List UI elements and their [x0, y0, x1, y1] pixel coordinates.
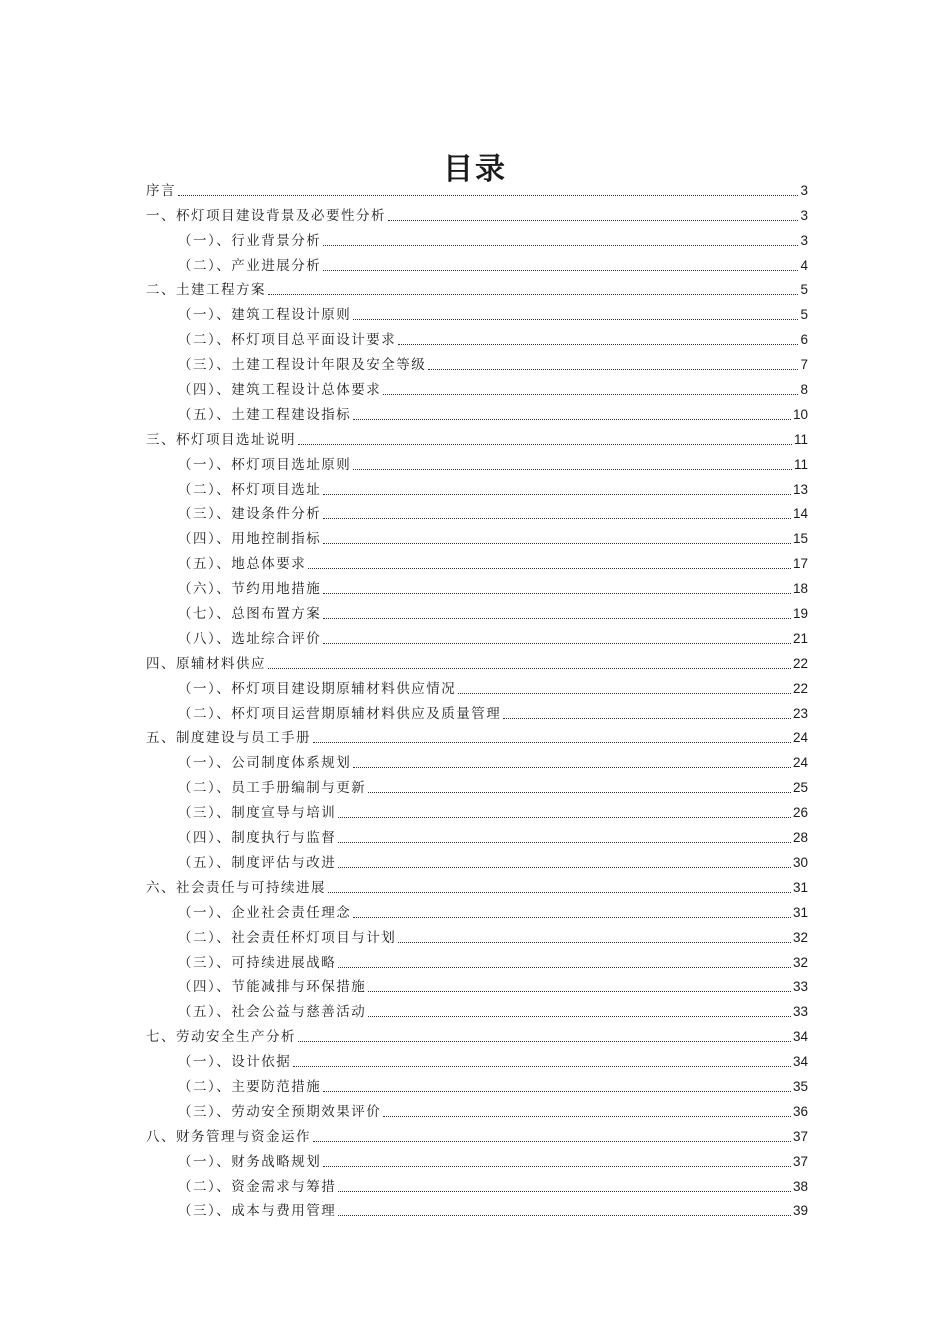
toc-entry[interactable] [146, 648, 808, 673]
toc-entry[interactable] [146, 399, 808, 424]
toc-entry-page-number: 14 [792, 506, 808, 522]
toc-entry[interactable] [146, 1046, 808, 1071]
toc-entry[interactable] [146, 797, 808, 822]
toc-entry[interactable] [146, 922, 808, 947]
toc-entry-page-number: 24 [792, 730, 808, 746]
toc-entry-label: （四）、用地控制指标 [178, 531, 322, 548]
toc-entry-label: （一）、公司制度体系规划 [178, 755, 352, 772]
toc-entry-page-number: 18 [792, 581, 808, 597]
dot-leader [458, 693, 791, 694]
dot-leader [293, 1066, 791, 1067]
toc-entry-label: （二）、杯灯项目选址 [178, 481, 322, 498]
dot-leader [313, 742, 791, 743]
dot-leader [178, 195, 798, 196]
toc-entry-label: （八）、选址综合评价 [178, 630, 322, 647]
toc-entry[interactable] [146, 449, 808, 474]
toc-entry[interactable] [146, 698, 808, 723]
dot-leader [268, 294, 798, 295]
dot-leader [428, 369, 798, 370]
toc-entry[interactable] [146, 872, 808, 897]
toc-entry-page-number: 36 [792, 1103, 808, 1119]
toc-entry[interactable] [146, 673, 808, 698]
toc-entry-page-number: 39 [792, 1203, 808, 1219]
dot-leader [388, 220, 798, 221]
toc-entry-label: 序言 [146, 182, 176, 199]
dot-leader [268, 668, 791, 669]
toc-entry-label: 二、土建工程方案 [146, 282, 266, 299]
toc-entry-label: （四）、节能减排与环保措施 [178, 979, 367, 996]
dot-leader [353, 917, 791, 918]
toc-entry-label: （三）、土建工程设计年限及安全等级 [178, 357, 427, 374]
toc-entry[interactable] [146, 200, 808, 225]
toc-entry[interactable] [146, 747, 808, 772]
toc-entry-label: （一）、财务战略规划 [178, 1153, 322, 1170]
toc-entry-label: 八、财务管理与资金运作 [146, 1128, 311, 1145]
dot-leader [353, 767, 791, 768]
dot-leader [313, 1141, 791, 1142]
toc-entry-page-number: 32 [792, 954, 808, 970]
toc-entry-label: 三、杯灯项目选址说明 [146, 431, 296, 448]
toc-entry-page-number: 38 [792, 1178, 808, 1194]
dot-leader [323, 618, 791, 619]
toc-entry[interactable] [146, 299, 808, 324]
toc-entry-page-number: 30 [792, 854, 808, 870]
toc-entry[interactable] [146, 897, 808, 922]
dot-leader [338, 1215, 791, 1216]
toc-entry-page-number: 32 [792, 929, 808, 945]
dot-leader [398, 942, 791, 943]
toc-entry-label: （四）、制度执行与监督 [178, 830, 337, 847]
toc-entry-page-number: 11 [793, 431, 808, 447]
dot-leader [398, 344, 798, 345]
dot-leader [338, 867, 791, 868]
toc-entry[interactable] [146, 548, 808, 573]
toc-entry[interactable] [146, 250, 808, 275]
toc-entry-page-number: 21 [792, 630, 808, 646]
toc-entry-page-number: 6 [800, 332, 808, 348]
dot-leader [323, 643, 791, 644]
toc-entry-label: 七、劳动安全生产分析 [146, 1029, 296, 1046]
dot-leader [323, 518, 791, 519]
dot-leader [353, 419, 791, 420]
toc-entry[interactable] [146, 1071, 808, 1096]
toc-entry-page-number: 35 [792, 1078, 808, 1094]
toc-entry-page-number: 4 [800, 257, 808, 273]
toc-entry-label: （二）、员工手册编制与更新 [178, 780, 367, 797]
toc-entry[interactable] [146, 1096, 808, 1121]
dot-leader [368, 991, 791, 992]
toc-entry-page-number: 17 [792, 556, 808, 572]
toc-entry-label: （五）、社会公益与慈善活动 [178, 1004, 367, 1021]
toc-entry[interactable] [146, 1021, 808, 1046]
toc-entry-page-number: 25 [792, 780, 808, 796]
toc-entry-label: （二）、资金需求与筹措 [178, 1178, 337, 1195]
toc-entry[interactable] [146, 623, 808, 648]
dot-leader [328, 892, 791, 893]
dot-leader [298, 444, 792, 445]
dot-leader [503, 718, 791, 719]
toc-entry[interactable] [146, 1146, 808, 1171]
toc-entry-label: （一）、杯灯项目建设期原辅材料供应情况 [178, 680, 457, 697]
toc-entry[interactable] [146, 349, 808, 374]
toc-entry-page-number: 7 [800, 357, 808, 373]
dot-leader [368, 792, 791, 793]
toc-entry-label: （四）、建筑工程设计总体要求 [178, 382, 382, 399]
dot-leader [323, 1091, 791, 1092]
toc-entry[interactable] [146, 424, 808, 449]
dot-leader [338, 817, 791, 818]
toc-entry-label: （六）、节约用地措施 [178, 581, 322, 598]
toc-entry-page-number: 33 [792, 1004, 808, 1020]
toc-entry[interactable] [146, 822, 808, 847]
toc-entry-label: （二）、产业进展分析 [178, 257, 322, 274]
toc-entry-page-number: 10 [792, 406, 808, 422]
dot-leader [383, 1116, 791, 1117]
toc-entry[interactable] [146, 598, 808, 623]
toc-entry-page-number: 23 [792, 705, 808, 721]
toc-entry-page-number: 22 [792, 680, 808, 696]
toc-entry[interactable] [146, 1121, 808, 1146]
toc-entry-page-number: 22 [792, 655, 808, 671]
toc-entry-page-number: 31 [792, 879, 808, 895]
toc-entry-page-number: 5 [800, 282, 808, 298]
toc-entry-label: （三）、成本与费用管理 [178, 1203, 337, 1220]
toc-entry[interactable] [146, 275, 808, 300]
toc-entry[interactable] [146, 996, 808, 1021]
toc-entry-page-number: 37 [792, 1153, 808, 1169]
toc-entry-label: （五）、地总体要求 [178, 556, 307, 573]
dot-leader [308, 568, 791, 569]
dot-leader [323, 270, 798, 271]
toc-entry-page-number: 15 [792, 531, 808, 547]
toc-entry-page-number: 31 [792, 904, 808, 920]
toc-entry-label: （一）、杯灯项目选址原则 [178, 456, 352, 473]
dot-leader [353, 319, 798, 320]
toc-entry-page-number: 5 [800, 307, 808, 323]
toc-entry-page-number: 3 [800, 207, 808, 223]
dot-leader [323, 494, 791, 495]
dot-leader [323, 245, 798, 246]
toc-entry-page-number: 37 [792, 1128, 808, 1144]
page-title: 目录 [443, 152, 507, 188]
toc-entry-label: 五、制度建设与员工手册 [146, 730, 311, 747]
table-of-contents [146, 175, 808, 1220]
toc-entry[interactable] [146, 947, 808, 972]
toc-entry-page-number: 3 [800, 182, 808, 198]
dot-leader [353, 469, 792, 470]
toc-entry-page-number: 3 [800, 232, 808, 248]
toc-entry-label: （二）、主要防范措施 [178, 1078, 322, 1095]
dot-leader [323, 1166, 791, 1167]
toc-entry-label: 六、社会责任与可持续进展 [146, 879, 326, 896]
toc-entry[interactable] [146, 573, 808, 598]
toc-entry[interactable] [146, 523, 808, 548]
dot-leader [383, 394, 798, 395]
toc-entry-label: （二）、杯灯项目运营期原辅材料供应及质量管理 [178, 705, 502, 722]
toc-entry[interactable] [146, 225, 808, 250]
toc-entry-label: （三）、建设条件分析 [178, 506, 322, 523]
toc-entry[interactable] [146, 324, 808, 349]
toc-entry-page-number: 34 [792, 1029, 808, 1045]
toc-entry-label: （五）、制度评估与改进 [178, 854, 337, 871]
toc-entry-label: （一）、行业背景分析 [178, 232, 322, 249]
dot-leader [323, 593, 791, 594]
toc-entry-label: （三）、制度宣导与培训 [178, 805, 337, 822]
toc-entry[interactable] [146, 772, 808, 797]
toc-entry-label: （三）、劳动安全预期效果评价 [178, 1103, 382, 1120]
dot-leader [298, 1041, 791, 1042]
toc-entry[interactable] [146, 1171, 808, 1196]
toc-entry-label: （二）、杯灯项目总平面设计要求 [178, 332, 397, 349]
toc-entry-page-number: 19 [792, 606, 808, 622]
toc-entry-page-number: 26 [792, 805, 808, 821]
dot-leader [338, 967, 791, 968]
toc-entry[interactable] [146, 847, 808, 872]
toc-entry-label: （三）、可持续进展战略 [178, 954, 337, 971]
toc-entry-page-number: 28 [792, 830, 808, 846]
toc-entry[interactable] [146, 1196, 808, 1221]
toc-entry-page-number: 13 [792, 481, 808, 497]
dot-leader [338, 1191, 791, 1192]
toc-entry[interactable] [146, 499, 808, 524]
toc-entry-label: （一）、建筑工程设计原则 [178, 307, 352, 324]
toc-entry-label: 四、原辅材料供应 [146, 655, 266, 672]
toc-entry-page-number: 34 [792, 1054, 808, 1070]
dot-leader [338, 842, 791, 843]
toc-entry-label: 一、杯灯项目建设背景及必要性分析 [146, 207, 386, 224]
toc-entry-label: （二）、社会责任杯灯项目与计划 [178, 929, 397, 946]
toc-entry-page-number: 11 [793, 456, 808, 472]
toc-entry-page-number: 24 [792, 755, 808, 771]
toc-entry[interactable] [146, 972, 808, 997]
toc-entry[interactable] [146, 474, 808, 499]
dot-leader [323, 543, 791, 544]
toc-entry-label: （七）、总图布置方案 [178, 606, 322, 623]
toc-entry-label: （一）、企业社会责任理念 [178, 904, 352, 921]
toc-entry-label: （一）、设计依据 [178, 1054, 292, 1071]
toc-entry[interactable] [146, 175, 808, 200]
toc-entry-page-number: 8 [800, 382, 808, 398]
toc-entry[interactable] [146, 374, 808, 399]
toc-entry-label: （五）、土建工程建设指标 [178, 406, 352, 423]
toc-entry[interactable] [146, 723, 808, 748]
toc-entry-page-number: 33 [792, 979, 808, 995]
dot-leader [368, 1016, 791, 1017]
